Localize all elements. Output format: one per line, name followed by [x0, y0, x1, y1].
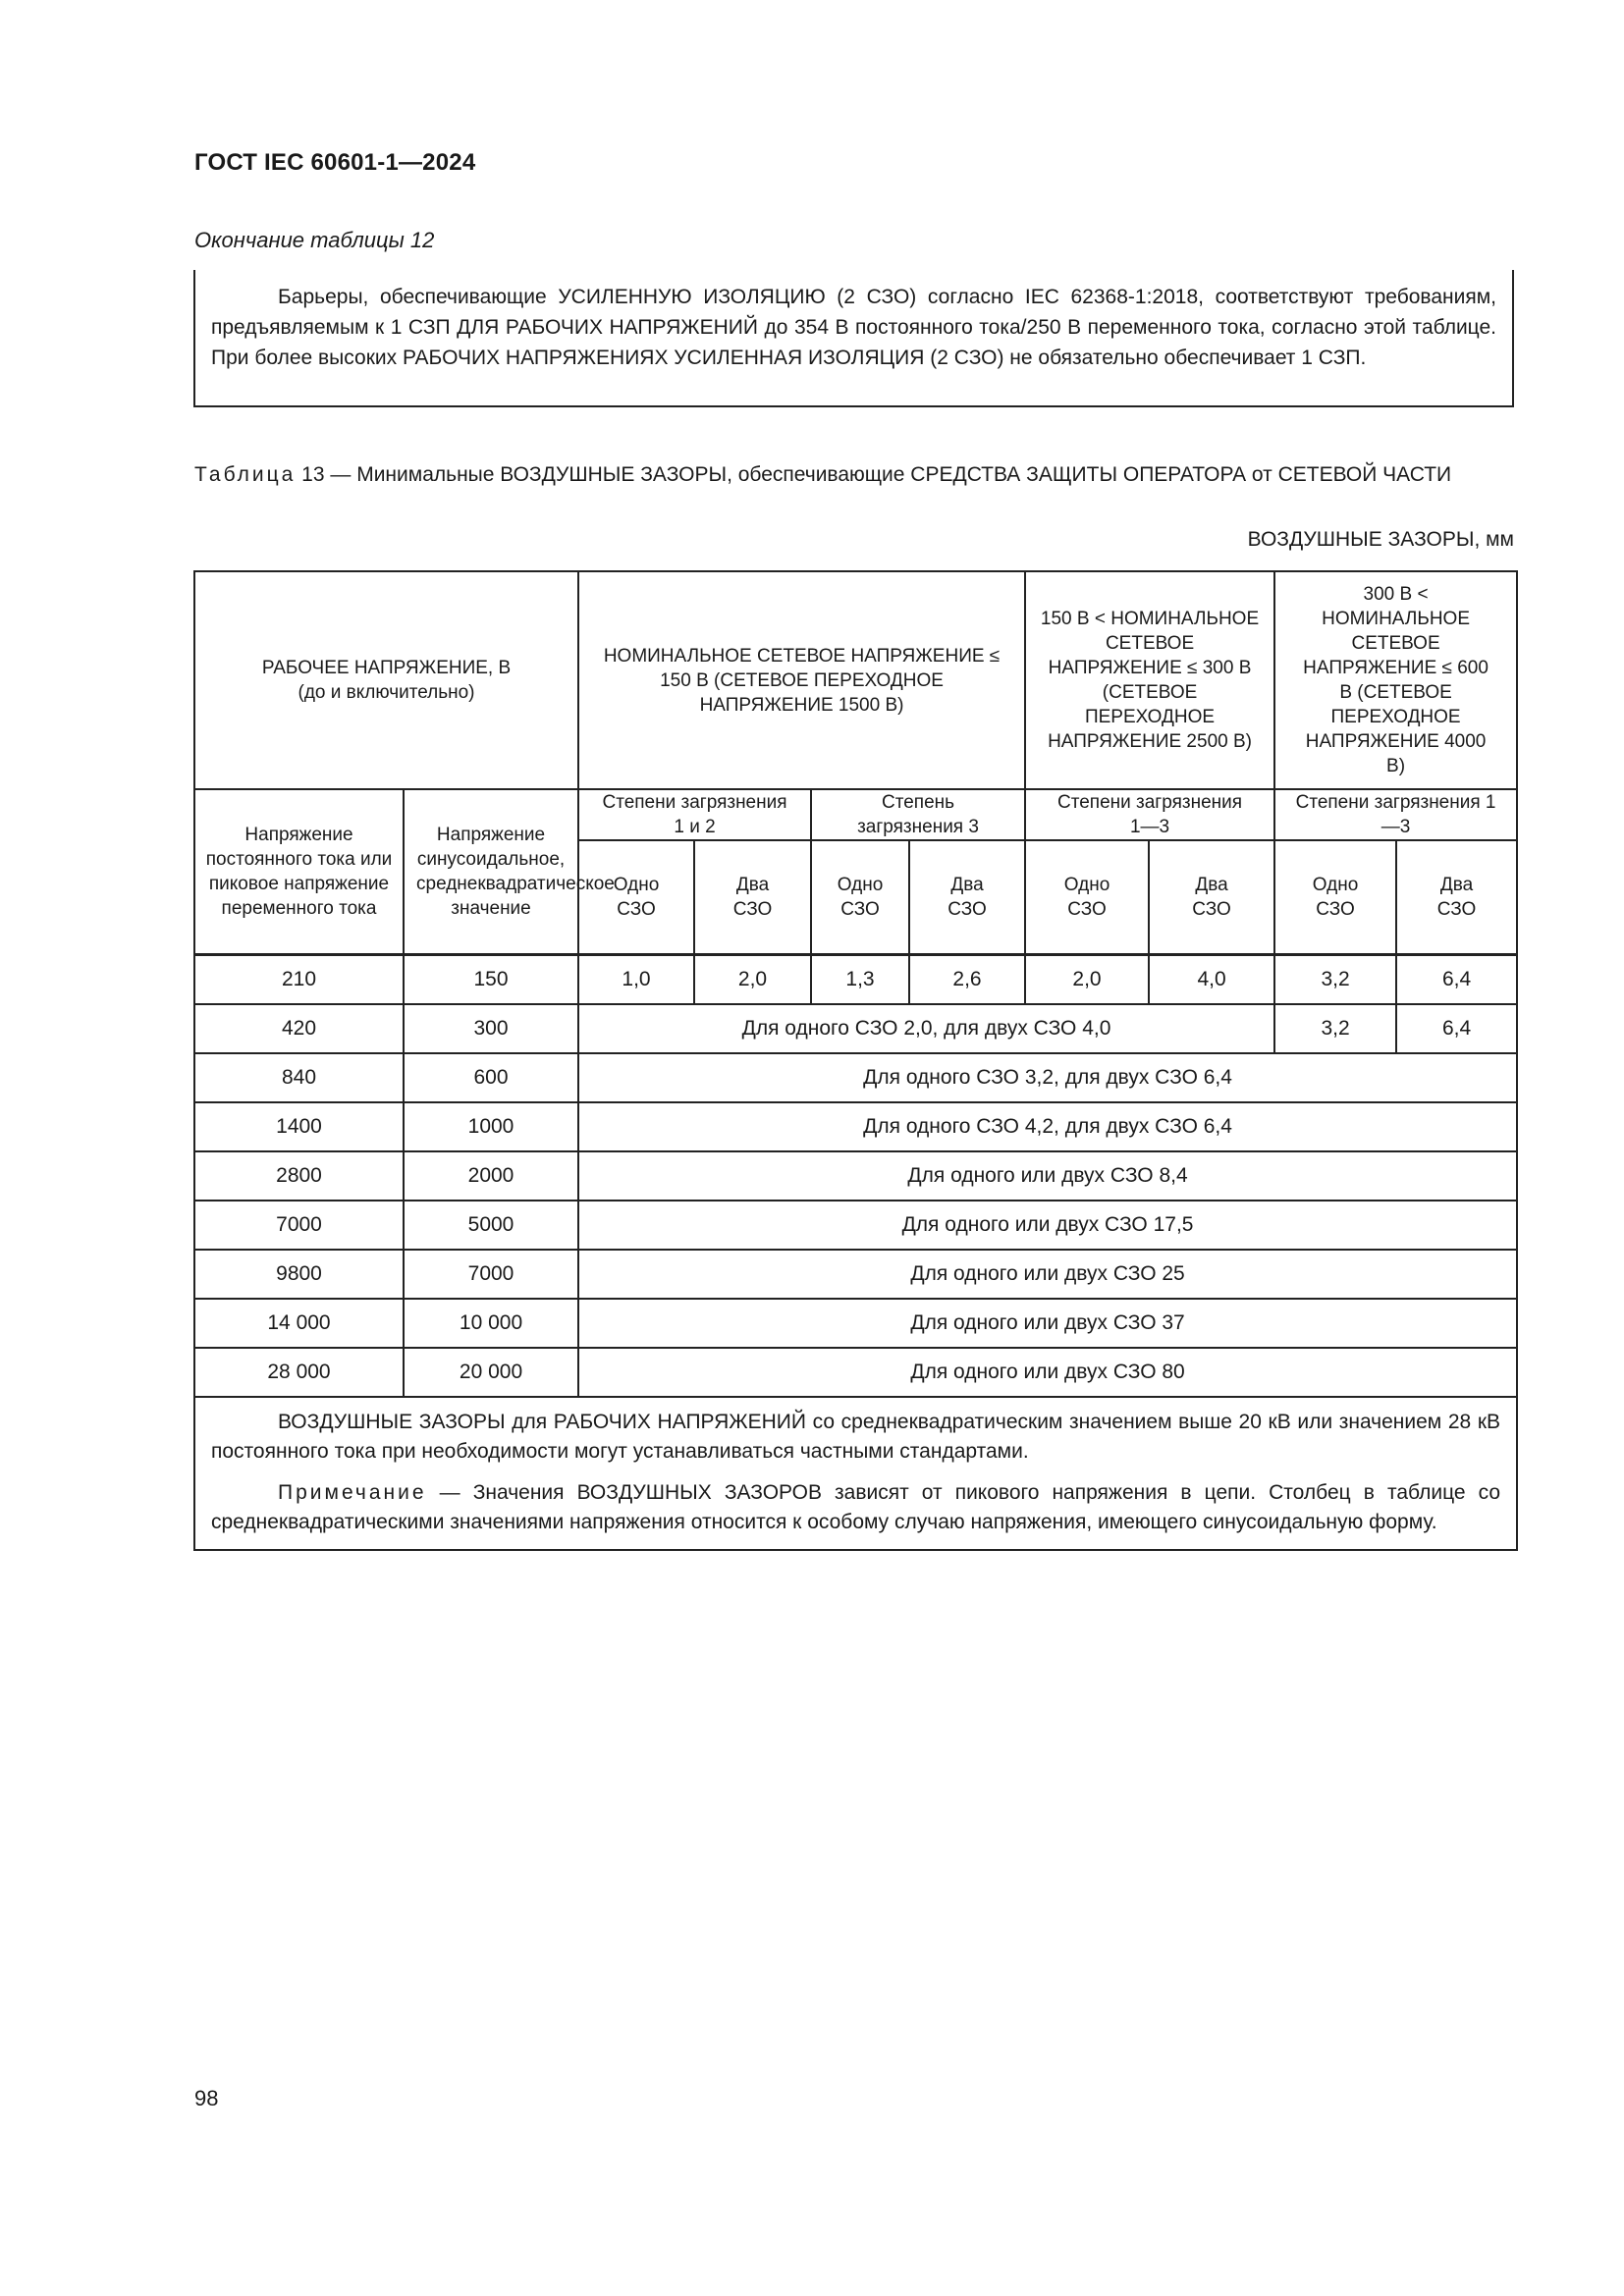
merged-cell: Для одного или двух СЗО 80	[578, 1348, 1517, 1397]
header-two-mop: Два СЗО	[1396, 840, 1517, 954]
table-cell: 2800	[194, 1151, 404, 1201]
note-text: — Значения ВОЗДУШНЫХ ЗАЗОРОВ зависят от пикового напряжения в цепи. Столбец в таблице со среднеквадратическими значениями напряжения относится к особому случаю напряжения, имеющего синусоидальную форму.	[211, 1480, 1501, 1533]
merged-cell: Для одного или двух СЗО 8,4	[578, 1151, 1517, 1201]
table-cell: 2,0	[1025, 954, 1149, 1004]
merged-cell: Для одного СЗО 4,2, для двух СЗО 6,4	[578, 1102, 1517, 1151]
merged-cell: Для одного или двух СЗО 25	[578, 1250, 1517, 1299]
header-one-mop: Одно СЗО	[1274, 840, 1396, 954]
table-footnote: ВОЗДУШНЫЕ ЗАЗОРЫ для РАБОЧИХ НАПРЯЖЕНИЙ со среднеквадратическим значением выше 20 кВ или значением 28 кВ постоянного тока при необходимости могут устанавливаться частными стандартами.	[211, 1410, 1501, 1463]
table-notes-row	[194, 1397, 1517, 1550]
table-cell: 14 000	[194, 1299, 404, 1348]
header-one-mop: Одно СЗО	[811, 840, 909, 954]
table-cell: 6,4	[1396, 1004, 1517, 1053]
table-row	[194, 1201, 1517, 1250]
table-cell: 1400	[194, 1102, 404, 1151]
table-cell: 10 000	[404, 1299, 578, 1348]
merged-cell: Для одного СЗО 3,2, для двух СЗО 6,4	[578, 1053, 1517, 1102]
table-cell: 20 000	[404, 1348, 578, 1397]
table-cell: 1,3	[811, 954, 909, 1004]
table-cell: 9800	[194, 1250, 404, 1299]
header-working-voltage-sub: (до и включительно)	[298, 682, 475, 703]
table-row	[194, 1102, 1517, 1151]
merged-cell: Для одного или двух СЗО 17,5	[578, 1201, 1517, 1250]
table-cell: 7000	[404, 1250, 578, 1299]
previous-table-note-box	[193, 270, 1514, 407]
table-cell: 2,0	[694, 954, 811, 1004]
header-rms-voltage: Напряжение синусоидальное, среднеквадратическое значение	[404, 789, 578, 954]
table-cell: 2,6	[909, 954, 1025, 1004]
table-cell: 7000	[194, 1201, 404, 1250]
table-row	[194, 954, 1517, 1004]
header-one-mop: Одно СЗО	[1025, 840, 1149, 954]
header-working-voltage	[194, 571, 578, 789]
table-cell: 2000	[404, 1151, 578, 1201]
table-cell: 5000	[404, 1201, 578, 1250]
page-number: 98	[194, 2086, 219, 2110]
table-row	[194, 1053, 1517, 1102]
header-dc-peak-voltage: Напряжение постоянного тока или пиковое напряжение переменного тока	[194, 789, 404, 954]
clearance-table	[193, 570, 1518, 1551]
table-cell: 840	[194, 1053, 404, 1102]
header-pollution-1-2: Степени загрязнения 1 и 2	[578, 789, 811, 840]
header-pollution-1-3-a: Степени загрязнения 1—3	[1025, 789, 1274, 840]
table-title-text: 13 — Минимальные ВОЗДУШНЫЕ ЗАЗОРЫ, обеспечивающие СРЕДСТВА ЗАЩИТЫ ОПЕРАТОРА от СЕТЕВОЙ ЧАСТИ	[296, 463, 1452, 486]
table-title	[194, 460, 1515, 490]
table-row	[194, 1151, 1517, 1201]
table-continuation-caption: Окончание таблицы 12	[194, 228, 435, 252]
merged-cell: Для одного или двух СЗО 37	[578, 1299, 1517, 1348]
table-cell: 4,0	[1149, 954, 1274, 1004]
header-two-mop: Два СЗО	[909, 840, 1025, 954]
table-cell: 210	[194, 954, 404, 1004]
header-pollution-3: Степень загрязнения 3	[811, 789, 1025, 840]
header-pollution-1-3-b: Степени загрязнения 1—3	[1274, 789, 1517, 840]
table-row	[194, 1004, 1517, 1053]
table-row	[194, 1250, 1517, 1299]
table-notes-cell	[194, 1397, 1517, 1550]
table-cell: 1000	[404, 1102, 578, 1151]
table-cell: 150	[404, 954, 578, 1004]
note-label: Примечание	[278, 1480, 427, 1504]
table-cell: 1,0	[578, 954, 694, 1004]
table-cell: 6,4	[1396, 954, 1517, 1004]
table-cell: 600	[404, 1053, 578, 1102]
header-mains-le150: НОМИНАЛЬНОЕ СЕТЕВОЕ НАПРЯЖЕНИЕ ≤ 150 В (СЕТЕВОЕ ПЕРЕХОДНОЕ НАПРЯЖЕНИЕ 1500 В)	[578, 571, 1025, 789]
table-cell: 3,2	[1274, 1004, 1396, 1053]
table-cell: 300	[404, 1004, 578, 1053]
table-cell: 3,2	[1274, 954, 1396, 1004]
table-units: ВОЗДУШНЫЕ ЗАЗОРЫ, мм	[1247, 528, 1514, 551]
table-note	[211, 1478, 1500, 1537]
header-row-2	[194, 789, 1517, 840]
header-two-mop: Два СЗО	[694, 840, 811, 954]
table-title-label: Таблица	[194, 463, 297, 486]
document-header: ГОСТ IEC 60601-1—2024	[194, 149, 476, 176]
header-row-1	[194, 571, 1517, 789]
header-two-mop: Два СЗО	[1149, 840, 1274, 954]
table-row	[194, 1299, 1517, 1348]
table-row	[194, 1348, 1517, 1397]
header-one-mop: Одно СЗО	[578, 840, 694, 954]
table-cell: 420	[194, 1004, 404, 1053]
merged-cell: Для одного СЗО 2,0, для двух СЗО 4,0	[578, 1004, 1274, 1053]
header-working-voltage-title: РАБОЧЕЕ НАПРЯЖЕНИЕ, В	[261, 658, 512, 678]
header-mains-150-300: 150 В < НОМИНАЛЬНОЕ СЕТЕВОЕ НАПРЯЖЕНИЕ ≤ 300 В (СЕТЕВОЕ ПЕРЕХОДНОЕ НАПРЯЖЕНИЕ 2500 В)	[1025, 571, 1274, 789]
previous-table-note-text: Барьеры, обеспечивающие УСИЛЕННУЮ ИЗОЛЯЦИЮ (2 СЗО) согласно IEC 62368-1:2018, соответствуют требованиям, предъявляемым к 1 СЗП ДЛЯ РАБОЧИХ НАПРЯЖЕНИЙ до 354 В постоянного тока/250 В переменного тока, согласно этой таблице. При более высоких РАБОЧИХ НАПРЯЖЕНИЯХ УСИЛЕННАЯ ИЗОЛЯЦИЯ (2 СЗО) не обязательно обеспечивает 1 СЗП.	[211, 286, 1496, 369]
table-cell: 28 000	[194, 1348, 404, 1397]
header-mains-300-600: 300 В < НОМИНАЛЬНОЕ СЕТЕВОЕ НАПРЯЖЕНИЕ ≤ 600 В (СЕТЕВОЕ ПЕРЕХОДНОЕ НАПРЯЖЕНИЕ 4000 В)	[1274, 571, 1517, 789]
